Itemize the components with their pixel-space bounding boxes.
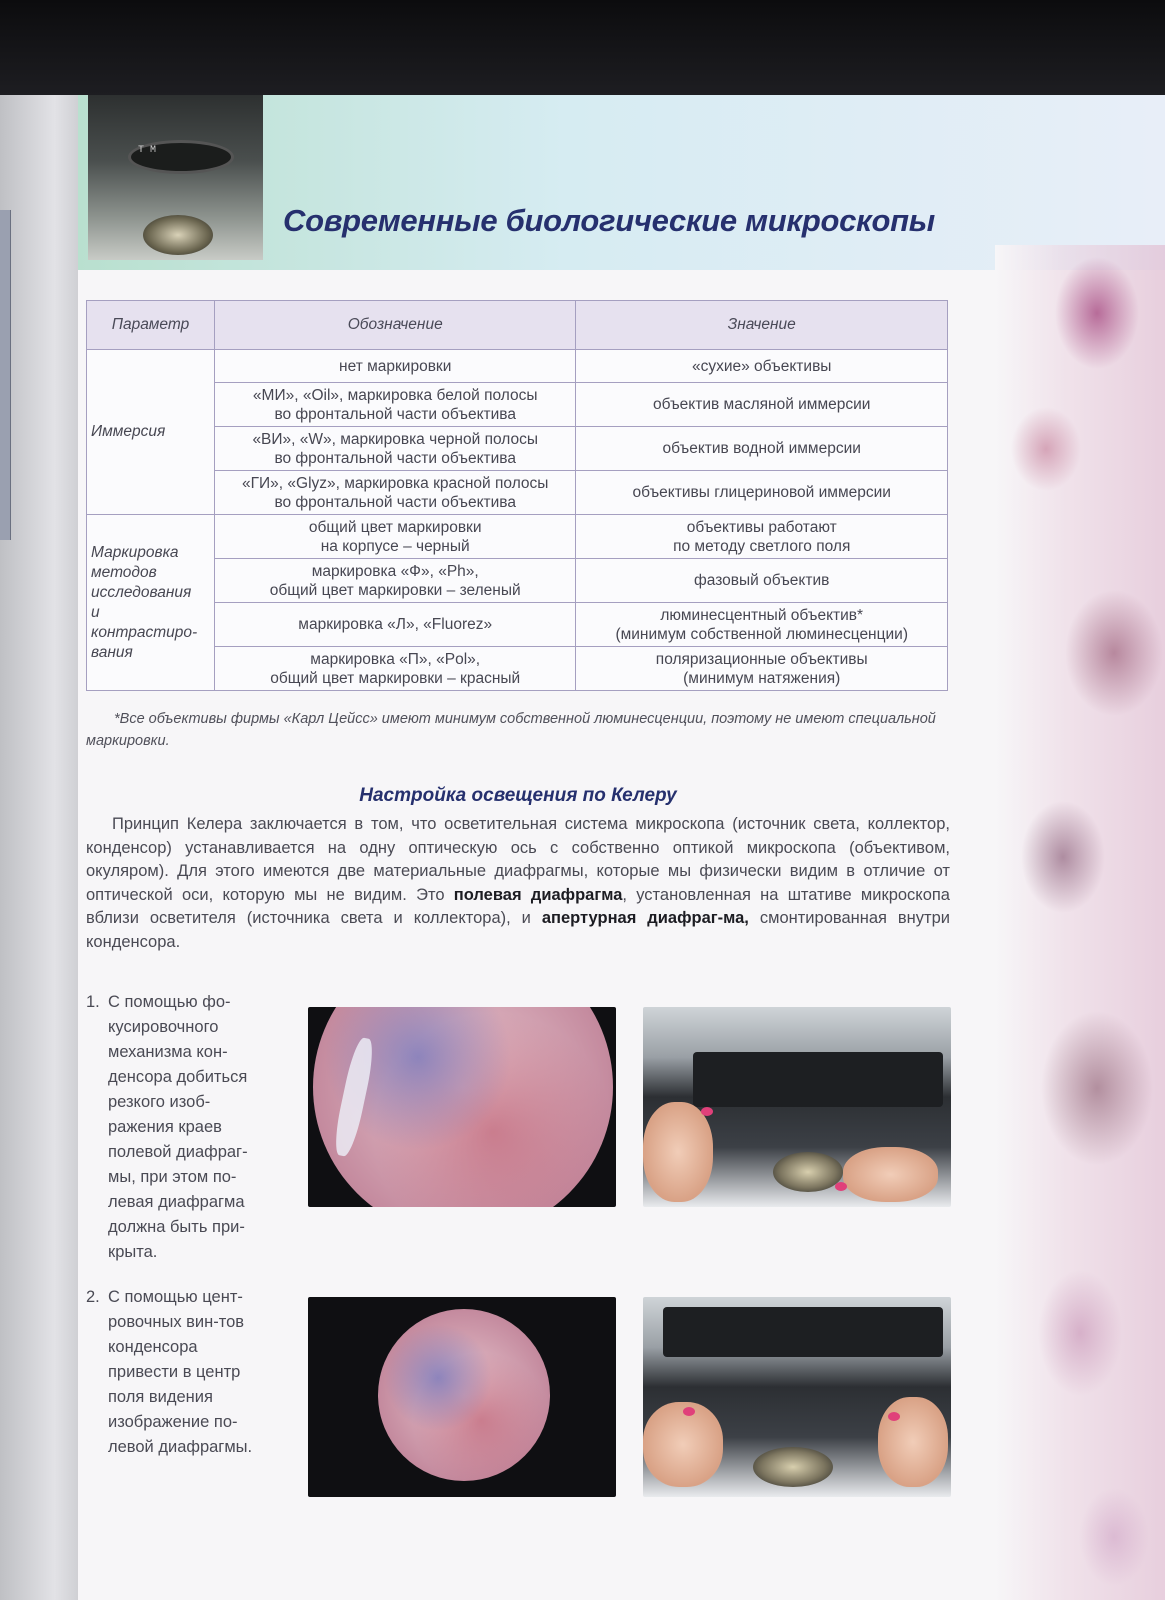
meaning-line: «сухие» объективы [691,357,832,375]
meaning-cell [576,350,948,383]
step-number: 1. [86,993,100,1011]
designation-line: общий цвет маркировки – зеленый [269,581,521,599]
group-methods [87,515,215,691]
meaning-line: по методу светлого поля [673,537,851,555]
designation-line: «ВИ», «W», маркировка черной полосы [252,430,538,448]
meaning-line: объективы глицериновой иммерсии [632,484,891,501]
step-2 [86,1285,271,1460]
group-line: и контрастиро- [91,603,198,641]
table-footnote: *Все объективы фирмы «Карл Цейсс» имеют минимум собственной люминесценции, поэтому не имеют специальной маркировки. [86,711,936,749]
group-line: Маркировка [91,543,179,561]
kohler-paragraph [86,813,950,954]
condenser-focus-photo [643,1007,951,1207]
meaning-line: поляризационные объективы [655,650,868,668]
designation-line: общий цвет маркировки [308,518,482,536]
field-diaphragm-photo-2 [308,1297,616,1497]
designation-cell [214,603,575,647]
designation-line: «ГИ», «Glyz», маркировка красной полосы [242,474,549,492]
meaning-cell [576,603,948,647]
header-designation: Обозначение [214,301,575,350]
condenser-centering-photo [643,1297,951,1497]
paragraph-text: смонтированная внутри конденсора. [86,909,950,951]
stained-tissue-image [378,1309,550,1481]
designation-line: на корпусе – черный [320,537,470,555]
objective-mark: T M [138,145,157,156]
book-page [78,95,1165,1600]
field-diaphragm-photo-1 [308,1007,616,1207]
step-number: 2. [86,1288,100,1306]
designation-cell [214,427,575,471]
designation-line: «МИ», «Oil», маркировка белой полосы [252,386,538,404]
designation-line: во фронтальной части объектива [274,405,516,423]
meaning-cell [576,515,948,559]
designation-cell [214,559,575,603]
field-diaphragm-term: полевая диафрагма [453,885,623,904]
designation-line: общий цвет маркировки – красный [270,669,521,687]
meaning-cell [576,427,948,471]
left-hand [643,1102,713,1202]
designation-cell [214,383,575,427]
meaning-line: (минимум натяжения) [683,669,841,687]
fingernail [683,1407,695,1416]
designation-line: маркировка «Ф», «Ph», [311,562,479,580]
table-header-row [87,301,948,350]
page-title: Современные биологические микроскопы [283,203,935,238]
designation-line: маркировка «Л», «Fluorez» [298,616,493,633]
paragraph-text: , установленная на штативе микроскопа вблизи осветителя (источника света и коллектора), и [86,885,950,927]
fingernail [888,1412,900,1421]
objective-markings-table [86,300,948,691]
fingernail [835,1182,847,1191]
group-immersion: Иммерсия [87,350,215,515]
left-page-edge [0,95,78,1600]
table-row [87,603,948,647]
designation-line: во фронтальной части объектива [274,449,516,467]
step-text: С помощью цент-ровочных вин-тов конденсора привести в центр поля видения изображение по-левой диафрагмы. [108,1288,253,1456]
section-heading: Настройка освещения по Келеру [359,785,677,806]
designation-cell [214,515,575,559]
table-row [87,471,948,515]
meaning-line: фазовый объектив [694,572,830,589]
step-1 [86,990,271,1265]
designation-cell [214,647,575,691]
group-line: методов [91,563,157,581]
designation-cell [214,471,575,515]
right-hand [878,1397,948,1487]
meaning-line: (минимум собственной люминесценции) [615,625,908,643]
group-line: вания [91,643,133,661]
meaning-line: люминесцентный объектив* [660,606,864,624]
table-row [87,383,948,427]
aperture-diaphragm-term: апертурная диафраг-ма, [541,909,749,927]
meaning-cell [576,647,948,691]
microscope-stage [693,1052,943,1107]
designation-cell [214,350,575,383]
meaning-cell [576,383,948,427]
dark-background [0,0,1165,100]
header-parameter: Параметр [87,301,215,350]
table-row [87,427,948,471]
meaning-cell [576,471,948,515]
microscope-stage [663,1307,943,1357]
left-page-tab [0,210,11,540]
table-row [87,515,948,559]
designation-line: нет маркировки [339,357,452,375]
designation-line: во фронтальной части объектива [274,493,516,511]
header-meaning: Значение [576,301,948,350]
paragraph-text: Принцип Келера заключается в том, что осветительная система микроскопа (источник света, коллектор, конденсор) устанавливается на одну оптическую ось с собственно оптикой микроскопа (объективом, окуляром). Для этого имеются две материальные диафрагмы, которые мы физически видим в отличие от оптической оси, которую мы не видим. Это [86,815,950,904]
meaning-line: объективы работают [686,518,837,536]
right-hand [843,1147,938,1202]
table-row [87,350,948,383]
meaning-cell [576,559,948,603]
table-row [87,647,948,691]
meaning-line: объектив масляной иммерсии [653,396,871,413]
left-hand [643,1402,723,1487]
table-row [87,559,948,603]
meaning-line: объектив водной иммерсии [662,440,861,457]
condenser-knob [753,1447,833,1487]
fingernail [701,1107,713,1116]
condenser-knob [773,1152,843,1192]
step-text: С помощью фо-кусировочного механизма кон-денсора добиться резкого изоб-ражения краев полевой диафраг-мы, при этом по-левая диафрагма должна быть при-крыта. [108,993,248,1261]
group-line: исследования [91,583,192,601]
designation-line: маркировка «П», «Pol», [310,650,481,668]
